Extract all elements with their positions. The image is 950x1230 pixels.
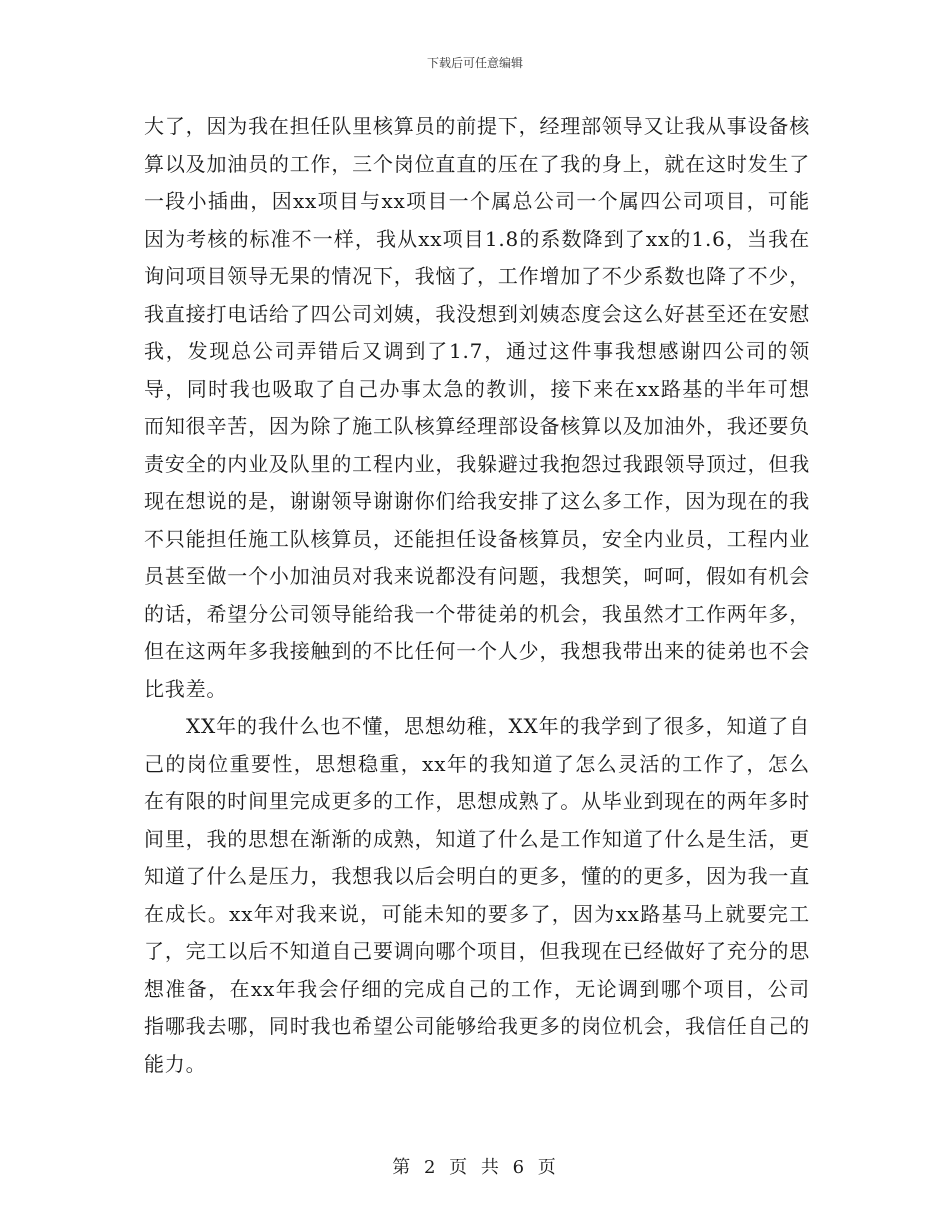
footer-total-pages: 6 xyxy=(512,1157,527,1178)
footer-current-page: 2 xyxy=(423,1157,438,1178)
page-number-footer xyxy=(0,1153,950,1179)
paragraph: XX年的我什么也不懂，思想幼稚，XX年的我学到了很多，知道了自己的岗位重要性，思想稳重，xx年的我知道了怎么灵活的工作了，怎么在有限的时间里完成更多的工作，思想成熟了。从毕业到现在的两年多时间里，我的思想在渐渐的成熟，知道了什么是工作知道了什么是生活，更知道了什么是压力，我想我以后会明白的更多，懂的的更多，因为我一直在成长。xx年对我来说，可能未知的要多了，因为xx路基马上就要完工了，完工以后不知道自己要调向哪个项目，但我现在已经做好了充分的思想准备，在xx年我会仔细的完成自己的工作，无论调到哪个项目，公司指哪我去哪，同时我也希望公司能够给我更多的岗位机会，我信任自己的能力。 xyxy=(144,714,810,1076)
paragraph-continued: 大了，因为我在担任队里核算员的前提下，经理部领导又让我从事设备核算以及加油员的工作，三个岗位直直的压在了我的身上，就在这时发生了一段小插曲，因xx项目与xx项目一个属总公司一个属四公司项目，可能因为考核的标准不一样，我从xx项目1.8的系数降到了xx的1.6，当我在询问项目领导无果的情况下，我恼了，工作增加了不少系数也降了不少，我直接打电话给了四公司刘姨，我没想到刘姨态度会这么好甚至还在安慰我，发现总公司弄错后又调到了1.7，通过这件事我想感谢四公司的领导，同时我也吸取了自己办事太急的教训，接下来在xx路基的半年可想而知很辛苦，因为除了施工队核算经理部设备核算以及加油外，我还要负责安全的内业及队里的工程内业，我躲避过我抱怨过我跟领导顶过，但我现在想说的是，谢谢领导谢谢你们给我安排了这么多工作，因为现在的我不只能担任施工队核算员，还能担任设备核算员，安全内业员，工程内业员甚至做一个小加油员对我来说都没有问题，我想笑，呵呵，假如有机会的话，希望分公司领导能给我一个带徒弟的机会，我虽然才工作两年多，但在这两年多我接触到的不比任何一个人少，我想我带出来的徒弟也不会比我差。 xyxy=(144,114,810,701)
footer-label-di: 第 xyxy=(392,1157,413,1178)
document-body xyxy=(144,108,810,1083)
footer-label-ye: 页 xyxy=(449,1157,470,1178)
page-header-note: 下载后可任意编辑 xyxy=(426,56,523,70)
footer-label-ye2: 页 xyxy=(537,1157,558,1178)
footer-label-gong: 共 xyxy=(480,1157,501,1178)
